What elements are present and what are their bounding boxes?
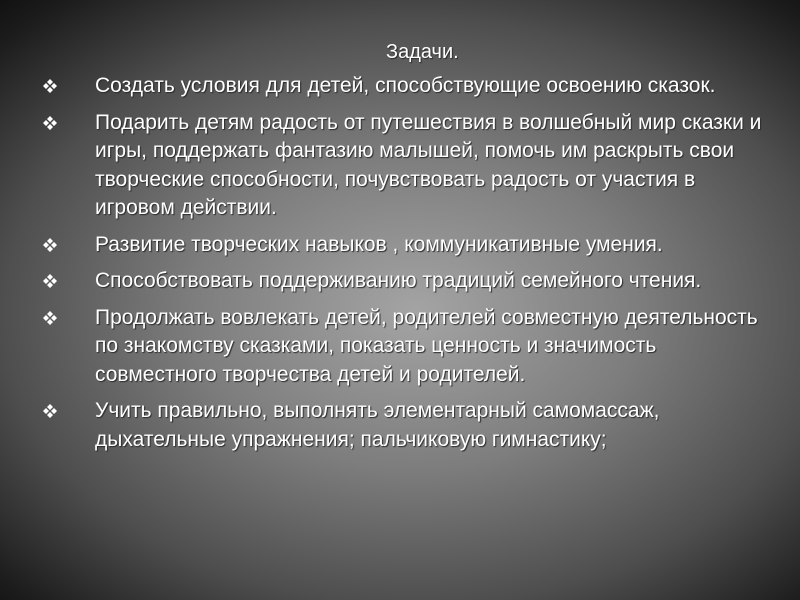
diamond-bullet-icon bbox=[43, 79, 57, 93]
list-item bbox=[0, 304, 800, 390]
list-item-text: Продолжать вовлекать детей, родителей совместную деятельность по знакомству сказками, показать ценность и значимость совместного творчества детей и родителей. bbox=[95, 305, 758, 386]
list-item bbox=[0, 397, 800, 454]
list-item bbox=[0, 267, 800, 296]
task-list bbox=[0, 72, 800, 462]
list-item bbox=[0, 231, 800, 260]
diamond-bullet-icon bbox=[43, 311, 57, 325]
diamond-bullet-icon bbox=[43, 238, 57, 252]
list-item-text: Способствовать поддерживанию традиций семейного чтения. bbox=[95, 269, 702, 292]
list-item-text: Подарить детям радость от путешествия в волшебный мир сказки и игры, поддержать фантазию малышей, помочь им раскрыть свои творческие способности, почувствовать радость от участия в игровом действии. bbox=[95, 110, 762, 219]
list-item-text: Создать условия для детей, способствующие освоению сказок. bbox=[95, 74, 716, 97]
list-item-text: Развитие творческих навыков , коммуникативные умения. bbox=[95, 232, 663, 256]
list-item bbox=[0, 109, 800, 223]
diamond-bullet-icon bbox=[43, 116, 57, 130]
slide-title: Задачи. bbox=[386, 41, 459, 63]
list-item-text: Учить правильно, выполнять элементарный самомассаж, дыхательные упражнения; пальчиковую гимнастику; bbox=[95, 399, 660, 451]
diamond-bullet-icon bbox=[43, 274, 57, 288]
list-item bbox=[0, 72, 800, 101]
diamond-bullet-icon bbox=[43, 404, 57, 418]
